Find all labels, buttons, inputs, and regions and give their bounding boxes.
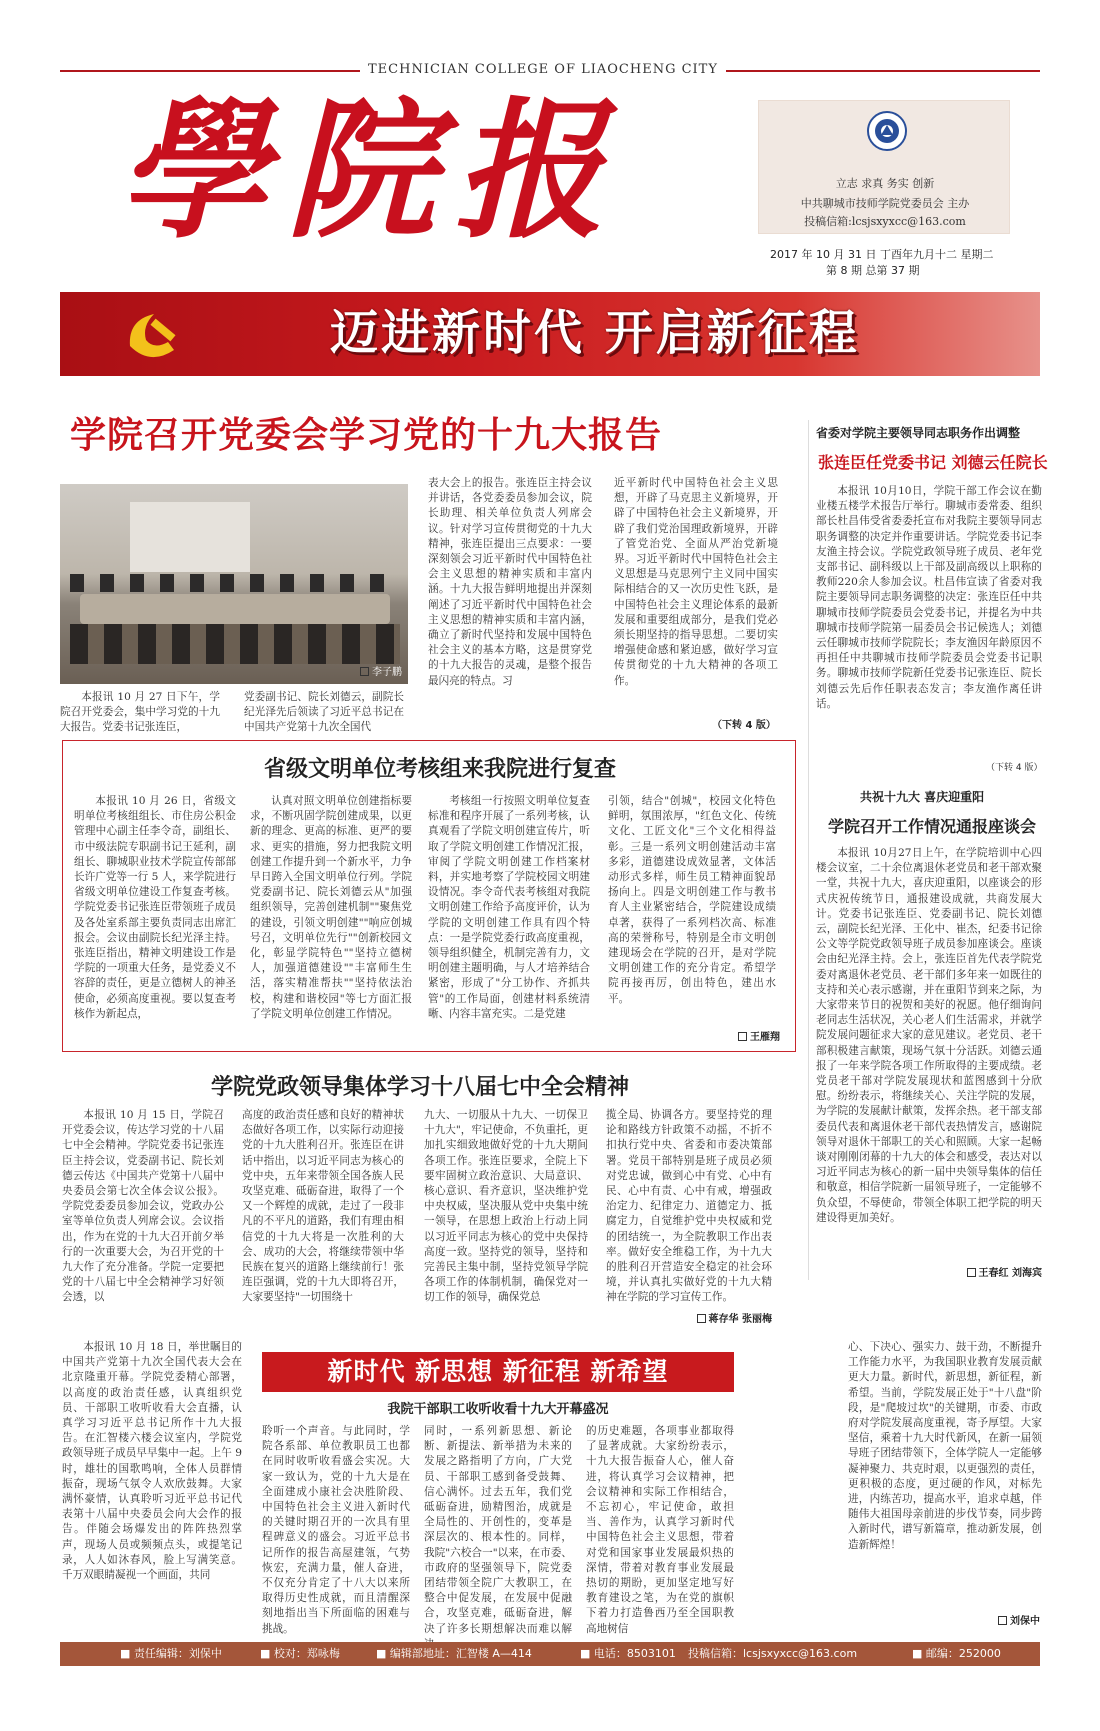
article4-col3: 考核组一行按照文明单位复查标准和程序开展了一系列考核，认真观看了学院文明创建宣传片，听取了学院文明创建工作情况汇报，审阅了学院文明创建工作档案材料，并实地考察了学院校园文明建设情况。李令奇代表考核组对我院文明创建工作给予高度评价，认为学院的文明创建工作具有四个特点：一是学院党委行政高度重视，领导组织健全，机制完善有力，文明创建主题明确，与人才培养结合紧密，形成了"分工协作、齐抓共管"的工作局面，创建材料系统清晰、内容丰富充实。二是党建 <box>428 795 590 1020</box>
article1-col3: 表大会上的报告。张连臣主持会议并讲话，各党委委员参加会议，院长助理、相关单位负责人列席会议。针对学习宣传贯彻党的十九大精神，张连臣提出三点要求：一要深刻领会习近平新时代中国特色社会主义思想的精神实质和丰富内涵。十九大报告鲜明地提出并深刻阐述了习近平新时代中国特色社会主义思想的精神实质和丰富内涵，确立了新时代坚持和发展中国特色社会主义的基本方略，这是贯穿党的十九大报告的灵魂，是整个报告最闪亮的特点。习 <box>428 477 592 687</box>
footer-proof: ■ 校对：郑咏梅 <box>260 1647 340 1660</box>
article6-col3: 同时，一系列新思想、新论断、新提法、新举措为未来的发展之路指明了方向，广大党员、干部职工感到备受鼓舞、信心满怀。过去五年，我们党砥砺奋进，励精图治，成就是全局性的、开创性的，变革是深层次的、根本性的。同样，我院"六校合一"以来，在市委、市政府的坚强领导下，院党委团结带领全院广大教职工，在整合中促发展，在发展中促融合，攻坚克难，砥砺奋进，解决了许多长期想解决而难以解 <box>424 1425 572 1635</box>
article4-credit: 王雁翔 <box>680 1028 780 1043</box>
article2-body: 本报讯 10月10日，学院干部工作会议在勤业楼五楼学术报告厅举行。聊城市委常委、组织部长杜昌伟受省委委托宣布对我院主要领导同志职务调整的决定并作重要讲话。学院党委书记李友渔主持会议。学院党政领导班子成员、老年党支部书记、副科级以上干部及副高级以上职称的教师220余人参加会议。杜昌伟宣读了省委对我院主要领导同志职务调整的决定：张连臣任中共聊城市技师学院委员会党委书记，并提名为中共聊城市技师学院第一届委员会书记候选人；刘德云任聊城市技师学院院长；李友渔因年龄原因不再担任中共聊城市技师学院委员会党委书记职务。聊城市技师学院新任党委书记张连臣、院长刘德云先后作任职表态发言；李友渔作离任讲话。 <box>816 485 1042 710</box>
footer-phone: ■ 电话：8503101 <box>580 1647 676 1660</box>
article6-col4: 的历史难题，各项事业都取得了显著成就。大家纷纷表示，十九大报告振奋人心，催人奋进，将认真学习会议精神，把会议精神和实际工作相结合，不忘初心，牢记使命，敢担当、善作为，认真学习新时代中国特色社会主义思想，带着对党和国家事业发展最炽热的深情，带着对教育事业发展最热切的期盼，更加坚定地写好教育建设之笔，为在党的旗帜下着力打造鲁西乃至全国职教高地树信 <box>586 1425 734 1635</box>
article5-col4: 揽全局、协调各方。要坚持党的理论和路线方针政策不动摇，不折不扣执行党中央、省委和市委决策部署。党员干部特别是班子成员必须对党忠诚，做到心中有党、心中有民、心中有责、心中有戒，增强政治定力、纪律定力、道德定力、抵腐定力，自觉维护党中央权威和党的团结统一，为全院教职工作出表率。做好安全维稳工作，为十九大的胜利召开营造安全稳定的社会环境，并认真扎实做好党的十九大精神在学院的学习宣传工作。 <box>606 1109 772 1304</box>
issue-line: 第 8 期 总第 37 期 <box>826 264 920 277</box>
meeting-photo <box>60 484 408 684</box>
article1-col1: 本报讯 10 月 27 日下午，学院召开党委会，集中学习党的十九大报告。党委书记张连臣， <box>60 691 220 734</box>
article4-headline: 省级文明单位考核组来我院进行复查 <box>263 757 616 782</box>
article4-col2: 认真对照文明单位创建指标要求，不断巩固学院创建成果，以更新的理念、更高的标准、更严的要求、更实的措施，努力把我院文明创建工作提升到一个新水平，力争早日跨入全国文明单位行列。学院党委副书记、院长刘德云从"加强组织领导，完善创建机制""聚焦党的建设，引领文明创建""响应创城号召，文明单位先行""创新校园文化，彰显学院特色""坚持立德树人，加强道德建设""丰富师生生活，落实精准帮扶""坚持依法治校，构建和谐校园"等七方面汇报了学院文明单位创建工作情况。 <box>250 795 412 1020</box>
article5-credit: 蒋存华 张丽梅 <box>652 1310 772 1325</box>
address-value: 汇智楼 A—414 <box>455 1647 532 1660</box>
footer-bar <box>60 1642 1040 1666</box>
footer-email <box>688 1642 857 1666</box>
article6-col1: 本报讯 10 月 18 日，举世瞩目的中国共产党第十九次全国代表大会在北京隆重开幕。学院党委精心部署，以高度的政治责任感，认真组织党员、干部职工收听收看大会直播，认真学习习近平总书记所作十九大报告。在汇智楼六楼会议室内，学院党政领导班子成员早早集中一起。上午 9 时，雄壮的国歌鸣响，全体人员群情振奋，现场气氛令人欢欣鼓舞。大家满怀豪情，认真聆听习近平总书记代表第十八届中央委员会向大会作的报告。伴随会场爆发出的阵阵热烈掌声，现场人员或频频点头，或提笔记录，人人如沐春风，脸上写满笑意。千万双眼睛凝视一个画面，共同 <box>62 1341 242 1582</box>
proof-value: 郑咏梅 <box>306 1647 340 1660</box>
article5-col1: 本报讯 10 月 15 日，学院召开党委会议，传达学习党的十八届七中全会精神。学院党委书记张连臣主持会议，党委副书记、院长刘德云传达《中国共产党第十八届中央委员会第七次全体会议公报》。学院党委委员参加会议，党政办公室等单位负责人列席会议。会议指出，作为在党的十九大召开前夕举行的一次重要大会，为召开党的十九大作了充分准备。学院一定要把党的十八届七中全会精神学习好领会透，以 <box>62 1109 224 1304</box>
masthead-title: 學院报 <box>118 83 623 259</box>
article6-col2: 聆听一个声音。与此同时，学院各系部、单位教职员工也都在同时收听收看盛会实况。大家一致认为，党的十九大是在全面建成小康社会决胜阶段、中国特色社会主义进入新时代的关键时期召开的一次具有里程碑意义的盛会。习近平总书记所作的报告高屋建瓴，气势恢宏，充满力量，催人奋进，不仅充分肯定了十八大以来所取得历史性成就，而且清醒深刻地指出当下所面临的困难与挑战。 <box>262 1425 410 1635</box>
college-logo <box>867 111 907 151</box>
masthead-info-box <box>758 100 1010 234</box>
english-name: TECHNICIAN COLLEGE OF LIAOCHENG CITY <box>360 62 726 77</box>
editor-label: 责任编辑： <box>133 1647 189 1660</box>
article4-col1: 本报讯 10 月 26 日，省级文明单位考核组组长、市住房公积金管理中心副主任李令奇，副组长、市中级法院专职副书记王延利，副组长、聊城职业技术学院宣传部部长许广党等一行 5 人，来学院进行省级文明单位建设工作复查考核。学院党委书记张连臣带领班子成员及各处室系部主要负责同志出席汇报会。会议由副院长纪光泽主持。张连臣指出，精神文明建设工作是学院的一项重大任务，是党委义不容辞的责任，更是立德树人的神圣使命，必须高度重视。要以复查考核作为新起点， <box>74 795 236 1020</box>
article2-kicker: 省委对学院主要领导同志职务作出调整 <box>816 426 1021 440</box>
footer-address: ■ 编辑部地址：汇智楼 A—414 <box>376 1647 532 1660</box>
motto: 立志 求真 务实 创新 <box>835 177 935 190</box>
banner-slogan: 迈进新时代 开启新征程 <box>330 305 860 361</box>
sponsor: 中共聊城市技师学院党委员会 主办 <box>800 197 970 210</box>
post-value: 252000 <box>958 1647 1001 1660</box>
phone-label: 电话： <box>593 1647 627 1660</box>
submission-email: 投稿信箱:lcsjsxyxcc@163.com <box>804 215 966 228</box>
article3-credit: 王春红 刘海宾 <box>910 1264 1042 1279</box>
article5-headline: 学院党政领导集体学习十八届七中全会精神 <box>210 1075 629 1100</box>
footer-post: ■ 邮编：252000 <box>912 1647 1001 1660</box>
email-label: 投稿信箱： <box>688 1647 743 1660</box>
article1-col2: 党委副书记、院长刘德云，副院长纪光泽先后领读了习近平总书记在中国共产党第十九次全国代 <box>244 691 404 734</box>
proof-label: 校对： <box>273 1647 307 1660</box>
footer-editor: ■ 责任编辑：刘保中 <box>120 1647 222 1660</box>
article1-col4: 近平新时代中国特色社会主义思想，开辟了马克思主义新境界，开辟了中国特色社会主义新境界，开辟了我们党治国理政新境界，开辟了管党治党、全面从严治党新境界。习近平新时代中国特色社会主义思想是马克思列宁主义同中国实际相结合的又一次历史性飞跃，是中国特色社会主义理论体系的最新发展和重要组成部分，是我们党必须长期坚持的指导思想。二要切实增强使命感和紧迫感，做好学习宣传贯彻党的十九大精神的各项工作。 <box>614 477 778 687</box>
date-line: 2017 年 10 月 31 日 丁酉年九月十二 星期二 <box>770 248 994 261</box>
article2-headline: 张连臣任党委书记 刘德云任院长 <box>818 453 1048 472</box>
editor-value: 刘保中 <box>188 1647 222 1660</box>
phone-value: 8503101 <box>626 1647 676 1660</box>
article5-col2: 高度的政治责任感和良好的精神状态做好各项工作，以实际行动迎接党的十九大胜利召开。张连臣在讲话中指出，以习近平同志为核心的党中央，五年来带领全国各族人民攻坚克难、砥砺奋进，取得了一个又一个辉煌的成就，走过了一段非凡的不平凡的道路，我们有理由相信党的十九大将是一次胜利的大会、成功的大会，将继续带领中华民族在复兴的道路上继续前行！张连臣强调，党的十九大即将召开，大家要坚持"一切围绕十 <box>242 1109 404 1304</box>
photo-credit: 李子鹏 <box>360 663 402 678</box>
article1-continued: （下转 4 版） <box>712 720 776 731</box>
article2-continued: （下转 4 版） <box>986 763 1043 773</box>
article6-headline: 新时代 新思想 新征程 新希望 <box>327 1357 669 1386</box>
right-column-rule <box>808 420 809 1280</box>
address-label: 编辑部地址： <box>389 1647 456 1660</box>
theme-banner <box>60 292 1040 376</box>
post-label: 邮编： <box>925 1647 959 1660</box>
article4-col4: 引领，结合"创城"，校园文化特色鲜明，氛围浓厚，"红色文化、传统文化、工匠文化"三个文化相得益彰。三是一系列文明创建活动丰富多彩，道德建设成效显著，文体活动形式多样，师生员工精神面貌昂扬向上。四是文明创建工作与教书育人主业紧密结合，学院建设成绩卓著，获得了一系列档次高、标准高的荣誉称号，特别是全市文明创建现场会在学院的召开，是对学院文明创建工作的充分肯定。希望学院再接再厉，创出特色，建出水平。 <box>608 795 776 1005</box>
article1-headline: 学院召开党委会学习党的十九大报告 <box>70 415 663 456</box>
article6-col5: 心、下决心、强实力、鼓干劲，不断提升工作能力水平，为我国职业教育发展贡献更大力量。新时代，新思想，新征程，新希望。当前，学院发展正处于"十八盘"阶段，是"爬坡过坎"的关键期，市委、市政府对学院发展高度重视，寄予厚望。大家坚信，乘着十九大时代新风，在新一届领导班子团结带领下，全体学院人一定能够凝神聚力、共克时艰，以更强烈的责任，更积极的态度，更过硬的作风，对标先进，内练苦功，提高水平，追求卓越，伴随伟大祖国母亲前进的步伐节奏，同步跨入新时代，谱写新篇章，推动新发展，创造新辉煌！ <box>848 1341 1042 1551</box>
email-value: lcsjsxyxcc@163.com <box>743 1647 858 1660</box>
party-emblem-icon <box>120 306 190 362</box>
article6-subhead: 我院干部职工收听收看十九大开幕盛况 <box>387 1402 609 1417</box>
article3-body: 本报讯 10月27日上午，在学院培训中心四楼会议室，二十余位离退休老党员和老干部欢聚一堂，共祝十九大，喜庆迎重阳，以座谈会的形式庆祝传统节日，通报建设成就，共商发展大计。党委书记张连臣、党委副书记、院长刘德云，副院长纪光泽、王化中、崔杰，纪委书记徐公文等学院党政领导班子成员参加座谈会。座谈会由纪光泽主持。会上，张连臣首先代表学院党委对离退休老党员、老干部们多年来一如既往的支持和关心表示感谢，并在重阳节到来之际，为大家带来节日的祝贺和美好的祝愿。他仔细询问老同志生活状况，关心老人们生活需求，并就学院发展问题征求大家的意见建议。老党员、老干部积极建言献策，现场气氛十分活跃。刘德云通报了一年来学院各项工作所取得的主要成绩。老党员老干部对学院发展现状和蓝图感到十分欣慰。纷纷表示，将继续关心、关注学院的发展，为学院的发展献计献策，发挥余热。老干部支部委员代表和离退休老干部代表热情发言，感谢院领导对退休干部职工的关心和照顾。大家一起畅谈对刚刚闭幕的十九大的体会和感受，表达对以习近平同志为核心的新一届中央领导集体的信任和敬意，相信学院新一届领导班子，一定能够不负众望，不辱使命，带领全体职工把学院的明天建设得更加美好。 <box>816 847 1042 1224</box>
article3-kicker: 共祝十九大 喜庆迎重阳 <box>860 790 985 804</box>
article3-headline: 学院召开工作情况通报座谈会 <box>828 817 1037 836</box>
article6-headline-band <box>262 1352 734 1392</box>
article5-col3: 九大、一切服从十九大、一切保卫十九大"，牢记使命，不负重托，更加扎实细致地做好党的十九大期间各项工作。张连臣要求，全院上下要牢固树立政治意识、大局意识、核心意识、看齐意识，坚决维护党中央权威，坚决服从党中央集中统一领导，在思想上政治上行动上同以习近平同志为核心的党中央保持高度一致。坚持党的领导，坚持和完善民主集中制，坚持党领导学院各项工作的体制机制，确保党对一切工作的领导，确保党总 <box>424 1109 588 1304</box>
article6-credit: 刘保中 <box>940 1612 1040 1627</box>
